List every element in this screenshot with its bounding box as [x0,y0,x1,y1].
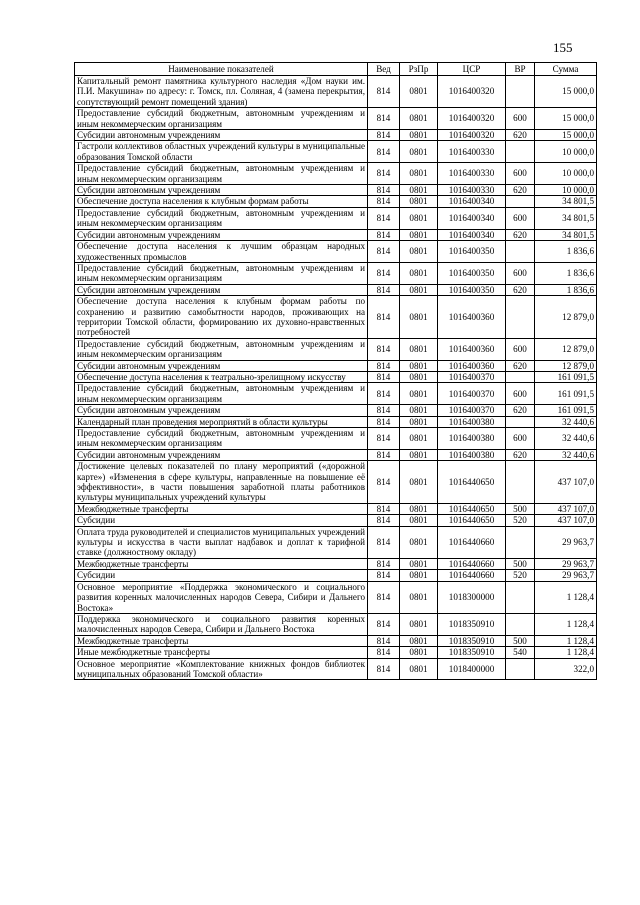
table-row [75,416,597,427]
row-ved-cell: 814 [368,371,400,382]
row-rzpr-cell: 0801 [400,503,438,514]
row-vr-cell: 600 [506,108,535,130]
row-rzpr-cell: 0801 [400,416,438,427]
row-rzpr-cell: 0801 [400,185,438,196]
row-name-cell: Межбюджетные трансферты [75,558,368,569]
row-csr-cell: 1016400360 [438,338,506,360]
row-name-cell: Субсидии автономным учреждениям [75,405,368,416]
row-csr-cell: 1016400340 [438,229,506,240]
row-vr-cell [506,613,535,635]
row-ved-cell: 814 [368,196,400,207]
row-ved-cell: 814 [368,416,400,427]
table-row [75,570,597,581]
row-rzpr-cell: 0801 [400,570,438,581]
table-row [75,76,597,108]
row-rzpr-cell: 0801 [400,108,438,130]
row-vr-cell: 600 [506,383,535,405]
row-rzpr-cell: 0801 [400,76,438,108]
row-csr-cell: 1016400370 [438,371,506,382]
table-row [75,207,597,229]
row-sum-cell: 32 440,6 [535,428,597,450]
row-rzpr-cell: 0801 [400,613,438,635]
row-vr-cell: 500 [506,635,535,646]
row-ved-cell: 814 [368,262,400,284]
row-name-cell: Капитальный ремонт памятника культурного наследия «Дом науки им. П.И. Макушина» по адресу: г. Томск, пл. Соляная, 4 (замена перекрытия, сопутствующий ремонт помещений здания) [75,76,368,108]
row-ved-cell: 814 [368,185,400,196]
row-rzpr-cell: 0801 [400,526,438,558]
row-rzpr-cell: 0801 [400,449,438,460]
row-sum-cell: 1 128,4 [535,635,597,646]
row-name-cell: Субсидии автономным учреждениям [75,284,368,295]
header-ved: Вед [368,63,400,76]
row-ved-cell: 814 [368,503,400,514]
row-ved-cell: 814 [368,428,400,450]
row-ved-cell: 814 [368,405,400,416]
row-name-cell: Обеспечение доступа населения к клубным формам работы [75,196,368,207]
table-row [75,284,597,295]
row-vr-cell: 620 [506,130,535,141]
row-name-cell: Предоставление субсидий бюджетным, автономным учреждениям и иным некоммерческим организациям [75,338,368,360]
header-rzpr: РзПр [400,63,438,76]
table-row [75,405,597,416]
row-csr-cell: 1016440660 [438,570,506,581]
row-vr-cell: 600 [506,163,535,185]
row-vr-cell [506,526,535,558]
table-row [75,108,597,130]
row-csr-cell: 1018350910 [438,613,506,635]
row-name-cell: Субсидии [75,515,368,526]
row-name-cell: Достижение целевых показателей по плану мероприятий («дорожной карте») «Изменения в сфере культуры, направленные на повышение её эффективности», в части повышения заработной платы работников культуры муниципальных учреждений культуры [75,461,368,504]
row-sum-cell: 29 963,7 [535,526,597,558]
row-ved-cell: 814 [368,76,400,108]
table-header-row [75,63,597,76]
row-csr-cell: 1016400350 [438,241,506,263]
row-ved-cell: 814 [368,338,400,360]
table-row [75,185,597,196]
row-vr-cell: 520 [506,570,535,581]
row-name-cell: Предоставление субсидий бюджетным, автономным учреждениям и иным некоммерческим организациям [75,163,368,185]
row-sum-cell: 161 091,5 [535,405,597,416]
row-vr-cell [506,241,535,263]
header-csr: ЦСР [438,63,506,76]
row-vr-cell: 600 [506,338,535,360]
row-sum-cell: 10 000,0 [535,163,597,185]
row-rzpr-cell: 0801 [400,141,438,163]
row-vr-cell: 600 [506,262,535,284]
row-vr-cell: 540 [506,647,535,658]
table-row [75,647,597,658]
row-rzpr-cell: 0801 [400,241,438,263]
row-sum-cell: 12 879,0 [535,296,597,339]
row-rzpr-cell: 0801 [400,284,438,295]
row-sum-cell: 1 128,4 [535,647,597,658]
row-vr-cell: 600 [506,428,535,450]
table-row [75,141,597,163]
table-row [75,163,597,185]
row-csr-cell: 1016440650 [438,503,506,514]
row-vr-cell [506,296,535,339]
row-rzpr-cell: 0801 [400,405,438,416]
row-ved-cell: 814 [368,360,400,371]
row-csr-cell: 1016440660 [438,558,506,569]
row-name-cell: Субсидии автономным учреждениям [75,130,368,141]
row-ved-cell: 814 [368,229,400,240]
table-row [75,241,597,263]
row-ved-cell: 814 [368,383,400,405]
row-ved-cell: 814 [368,581,400,613]
row-rzpr-cell: 0801 [400,196,438,207]
row-vr-cell [506,658,535,680]
row-name-cell: Межбюджетные трансферты [75,503,368,514]
row-name-cell: Основное мероприятие «Поддержка экономического и социального развития коренных малочисленных народов Севера, Сибири и Дальнего Востока» [75,581,368,613]
row-vr-cell: 620 [506,284,535,295]
row-rzpr-cell: 0801 [400,163,438,185]
row-ved-cell: 814 [368,613,400,635]
row-csr-cell: 1016400380 [438,428,506,450]
row-rzpr-cell: 0801 [400,428,438,450]
row-name-cell: Предоставление субсидий бюджетным, автономным учреждениям и иным некоммерческим организациям [75,428,368,450]
row-rzpr-cell: 0801 [400,647,438,658]
row-csr-cell: 1016400380 [438,449,506,460]
table-row [75,229,597,240]
row-name-cell: Иные межбюджетные трансферты [75,647,368,658]
row-name-cell: Обеспечение доступа населения к театрально-зрелищному искусству [75,371,368,382]
row-ved-cell: 814 [368,163,400,185]
row-csr-cell: 1016400320 [438,108,506,130]
row-name-cell: Календарный план проведения мероприятий в области культуры [75,416,368,427]
row-name-cell: Субсидии автономным учреждениям [75,185,368,196]
row-sum-cell: 15 000,0 [535,76,597,108]
row-name-cell: Субсидии автономным учреждениям [75,360,368,371]
row-csr-cell: 1016400350 [438,284,506,295]
table-row [75,130,597,141]
row-rzpr-cell: 0801 [400,581,438,613]
row-rzpr-cell: 0801 [400,383,438,405]
row-rzpr-cell: 0801 [400,635,438,646]
row-sum-cell: 1 836,6 [535,262,597,284]
row-csr-cell: 1018350910 [438,635,506,646]
table-row [75,515,597,526]
table-row [75,196,597,207]
row-name-cell: Обеспечение доступа населения к лучшим образцам народных художественных промыслов [75,241,368,263]
row-sum-cell: 34 801,5 [535,229,597,240]
row-ved-cell: 814 [368,207,400,229]
row-rzpr-cell: 0801 [400,360,438,371]
row-name-cell: Предоставление субсидий бюджетным, автономным учреждениям и иным некоммерческим организациям [75,207,368,229]
row-name-cell: Оплата труда руководителей и специалистов муниципальных учреждений культуры и искусства в части выплат надбавок и доплат к тарифной ставке (должностному окладу) [75,526,368,558]
row-vr-cell: 520 [506,515,535,526]
table-row [75,635,597,646]
row-sum-cell: 10 000,0 [535,141,597,163]
table-row [75,558,597,569]
row-rzpr-cell: 0801 [400,371,438,382]
table-row [75,613,597,635]
row-name-cell: Обеспечение доступа населения к клубным формам работы по сохранению и развитию самобытности народов, проживающих на территории Томской области, формированию их духовно-нравственных потребностей [75,296,368,339]
row-ved-cell: 814 [368,647,400,658]
row-name-cell: Основное мероприятие «Комплектование книжных фондов библиотек муниципальных образований Томской области» [75,658,368,680]
row-rzpr-cell: 0801 [400,207,438,229]
row-sum-cell: 1 836,6 [535,241,597,263]
row-ved-cell: 814 [368,449,400,460]
row-vr-cell: 500 [506,558,535,569]
header-sum: Сумма [535,63,597,76]
row-name-cell: Поддержка экономического и социального развития коренных малочисленных народов Севера, Сибири и Дальнего Востока [75,613,368,635]
row-csr-cell: 1016400340 [438,207,506,229]
table-row [75,658,597,680]
row-csr-cell: 1016400350 [438,262,506,284]
row-rzpr-cell: 0801 [400,558,438,569]
row-csr-cell: 1016440650 [438,461,506,504]
row-csr-cell: 1016400320 [438,130,506,141]
row-rzpr-cell: 0801 [400,461,438,504]
row-name-cell: Предоставление субсидий бюджетным, автономным учреждениям и иным некоммерческим организациям [75,108,368,130]
row-csr-cell: 1016400360 [438,296,506,339]
row-name-cell: Субсидии автономным учреждениям [75,449,368,460]
row-name-cell: Гастроли коллективов областных учреждений культуры в муниципальные образования Томской области [75,141,368,163]
row-sum-cell: 12 879,0 [535,360,597,371]
row-ved-cell: 814 [368,515,400,526]
row-ved-cell: 814 [368,526,400,558]
row-vr-cell: 620 [506,185,535,196]
row-vr-cell: 620 [506,229,535,240]
table-row [75,503,597,514]
row-vr-cell: 620 [506,449,535,460]
table-row [75,526,597,558]
row-sum-cell: 437 107,0 [535,515,597,526]
row-vr-cell [506,461,535,504]
row-ved-cell: 814 [368,108,400,130]
row-name-cell: Межбюджетные трансферты [75,635,368,646]
row-csr-cell: 1018400000 [438,658,506,680]
row-name-cell: Предоставление субсидий бюджетным, автономным учреждениям и иным некоммерческим организациям [75,262,368,284]
row-sum-cell: 10 000,0 [535,185,597,196]
row-csr-cell: 1016400320 [438,76,506,108]
row-ved-cell: 814 [368,558,400,569]
row-vr-cell: 620 [506,360,535,371]
row-rzpr-cell: 0801 [400,515,438,526]
table-row [75,338,597,360]
row-ved-cell: 814 [368,570,400,581]
row-sum-cell: 32 440,6 [535,416,597,427]
row-csr-cell: 1018300000 [438,581,506,613]
row-csr-cell: 1016400370 [438,405,506,416]
row-csr-cell: 1016400330 [438,141,506,163]
row-csr-cell: 1016400380 [438,416,506,427]
table-row [75,461,597,504]
table-row [75,371,597,382]
row-ved-cell: 814 [368,284,400,295]
table-body [75,76,597,680]
row-ved-cell: 814 [368,461,400,504]
table-row [75,428,597,450]
row-sum-cell: 437 107,0 [535,461,597,504]
table-row [75,262,597,284]
row-vr-cell [506,416,535,427]
row-sum-cell: 1 128,4 [535,581,597,613]
row-sum-cell: 15 000,0 [535,108,597,130]
row-vr-cell [506,141,535,163]
row-csr-cell: 1016400370 [438,383,506,405]
row-sum-cell: 29 963,7 [535,558,597,569]
row-vr-cell [506,581,535,613]
row-sum-cell: 1 128,4 [535,613,597,635]
header-name: Наименование показателей [75,63,368,76]
row-rzpr-cell: 0801 [400,229,438,240]
row-name-cell: Предоставление субсидий бюджетным, автономным учреждениям и иным некоммерческим организациям [75,383,368,405]
row-csr-cell: 1016400360 [438,360,506,371]
row-ved-cell: 814 [368,241,400,263]
row-vr-cell [506,371,535,382]
row-csr-cell: 1018350910 [438,647,506,658]
row-csr-cell: 1016400330 [438,185,506,196]
table-row [75,581,597,613]
table-row [75,383,597,405]
row-ved-cell: 814 [368,141,400,163]
table-row [75,449,597,460]
row-name-cell: Субсидии [75,570,368,581]
row-sum-cell: 161 091,5 [535,383,597,405]
row-csr-cell: 1016400340 [438,196,506,207]
row-sum-cell: 161 091,5 [535,371,597,382]
row-ved-cell: 814 [368,658,400,680]
row-rzpr-cell: 0801 [400,262,438,284]
row-sum-cell: 1 836,6 [535,284,597,295]
row-rzpr-cell: 0801 [400,658,438,680]
budget-table [74,62,597,680]
row-name-cell: Субсидии автономным учреждениям [75,229,368,240]
row-vr-cell: 600 [506,207,535,229]
row-vr-cell [506,196,535,207]
row-sum-cell: 437 107,0 [535,503,597,514]
table-row [75,360,597,371]
row-rzpr-cell: 0801 [400,338,438,360]
row-vr-cell: 500 [506,503,535,514]
row-ved-cell: 814 [368,635,400,646]
row-csr-cell: 1016440650 [438,515,506,526]
header-vr: ВР [506,63,535,76]
row-sum-cell: 15 000,0 [535,130,597,141]
row-csr-cell: 1016400330 [438,163,506,185]
row-csr-cell: 1016440660 [438,526,506,558]
row-ved-cell: 814 [368,130,400,141]
table-row [75,296,597,339]
row-sum-cell: 12 879,0 [535,338,597,360]
row-sum-cell: 34 801,5 [535,196,597,207]
row-sum-cell: 29 963,7 [535,570,597,581]
row-sum-cell: 34 801,5 [535,207,597,229]
row-rzpr-cell: 0801 [400,130,438,141]
row-sum-cell: 322,0 [535,658,597,680]
row-sum-cell: 32 440,6 [535,449,597,460]
row-vr-cell: 620 [506,405,535,416]
row-ved-cell: 814 [368,296,400,339]
row-rzpr-cell: 0801 [400,296,438,339]
row-vr-cell [506,76,535,108]
page-number: 155 [553,40,573,55]
